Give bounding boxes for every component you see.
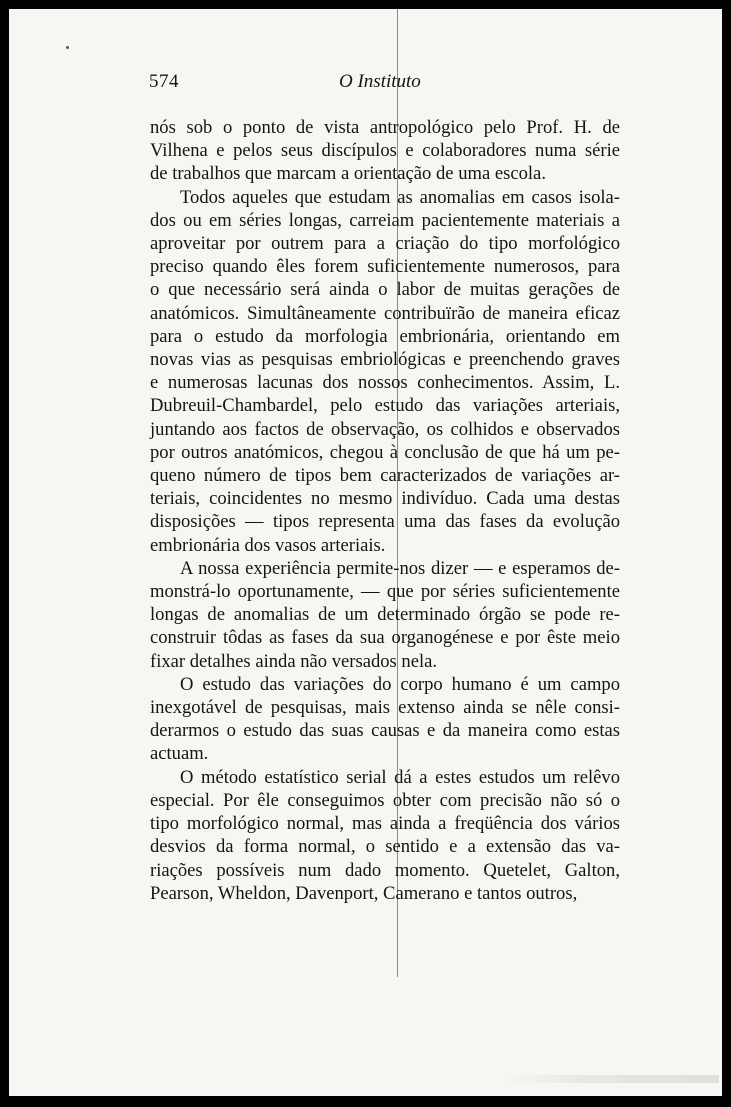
text-line: aproveitar por outrem para a criação do tipo morfológico — [150, 233, 620, 255]
text-line: A nossa experiência permite-nos dizer — e esperamos de- — [180, 557, 620, 579]
paragraph — [150, 116, 620, 186]
text-line: desvios da forma normal, o sentido e a extensão das va- — [150, 836, 620, 858]
text-line: Todos aqueles que estudam as anomalias em casos isola- — [180, 186, 620, 208]
text-line: riações possíveis num dado momento. Quetelet, Galton, — [150, 859, 620, 881]
text-line: juntando aos factos de observação, os colhidos e observados — [150, 418, 620, 440]
text-line: actuam. — [150, 743, 209, 765]
running-title: O Instituto — [339, 71, 421, 92]
page-number: 574 — [149, 71, 179, 92]
text-line: longas de anomalias de um determinado órgão se pode re- — [150, 604, 620, 626]
text-line: de trabalhos que marcam a orientação de uma escola. — [150, 163, 546, 185]
paragraph — [150, 766, 620, 905]
text-line: monstrá-lo oportunamente, — que por séries suficientemente — [150, 581, 620, 603]
page-header — [149, 71, 581, 95]
scan-edge-artifact — [504, 1075, 719, 1083]
text-line: embrionária dos vasos arteriais. — [150, 534, 386, 556]
text-line: fixar detalhes ainda não versados nela. — [150, 650, 438, 672]
text-line: Pearson, Wheldon, Davenport, Camerano e tantos outros, — [150, 882, 578, 904]
text-line: Vilhena e pelos seus discípulos e colaboradores numa série — [150, 140, 620, 162]
text-line: especial. Por êle conseguimos obter com precisão não só o — [150, 789, 620, 811]
text-line: para o estudo da morfologia embrionária, orientando em — [150, 325, 620, 347]
text-line: construir tôdas as fases da sua organogénese e por êste meio — [150, 627, 620, 649]
text-line: tipo morfológico normal, mas ainda a freqüência dos vários — [150, 813, 620, 835]
text-line: o que necessário será ainda o labor de muitas gerações de — [150, 279, 620, 301]
text-line: O método estatístico serial dá a estes estudos um relêvo — [180, 766, 620, 788]
paragraph — [150, 557, 620, 673]
text-line: novas vias as pesquisas embriológicas e preenchendo graves — [150, 349, 620, 371]
text-line: anatómicos. Simultâneamente contribuïrão de maneira eficaz — [150, 302, 620, 324]
text-line: por outros anatómicos, chegou à conclusão de que há um pe- — [150, 441, 620, 463]
text-line: derarmos o estudo das suas causas e da maneira como estas — [150, 720, 620, 742]
text-line: dos ou em séries longas, carreiam pacientemente materiais a — [150, 209, 620, 231]
body-text — [150, 116, 620, 905]
paragraph — [150, 673, 620, 766]
text-line: inexgotável de pesquisas, mais extenso ainda se nêle consi- — [150, 697, 620, 719]
book-page — [9, 9, 722, 1096]
text-line: e numerosas lacunas dos nossos conhecimentos. Assim, L. — [150, 372, 620, 394]
dust-speck — [66, 46, 69, 49]
text-line: Dubreuil-Chambardel, pelo estudo das variações arteriais, — [150, 395, 620, 417]
paragraph — [150, 186, 620, 557]
text-line: teriais, coincidentes no mesmo indivíduo. Cada uma destas — [150, 488, 620, 510]
text-line: nós sob o ponto de vista antropológico pelo Prof. H. de — [150, 117, 620, 138]
text-line: preciso quando êles forem suficientemente numerosos, para — [150, 256, 620, 278]
text-line: queno número de tipos bem caracterizados de variações ar- — [150, 465, 620, 487]
text-line: O estudo das variações do corpo humano é um campo — [180, 673, 620, 695]
text-line: disposições — tipos representa uma das fases da evolução — [150, 511, 620, 533]
